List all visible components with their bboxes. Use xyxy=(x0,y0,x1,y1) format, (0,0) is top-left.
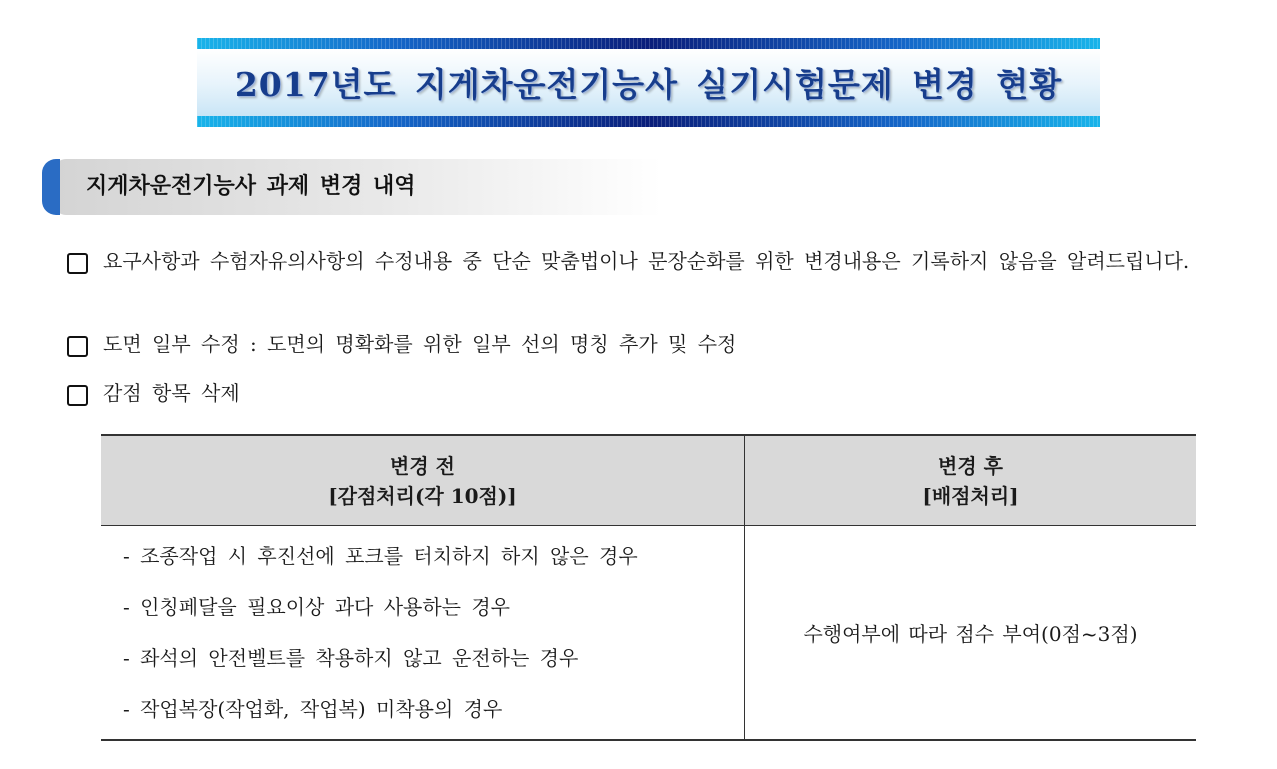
section-header xyxy=(42,159,662,215)
checkbox-icon xyxy=(67,253,88,274)
title-box xyxy=(197,49,1100,116)
checkbox-icon xyxy=(67,336,88,357)
section-header-tab xyxy=(42,159,60,215)
header-before-subtitle: [감점처리(각 10점)] xyxy=(328,483,517,508)
page-title: 2017년도 지게차운전기능사 실기시험문제 변경 현황 xyxy=(234,65,1063,104)
bullet-text: 도면 일부 수정 : 도면의 명확화를 위한 일부 선의 명칭 추가 및 수정 xyxy=(103,332,737,356)
header-before xyxy=(101,436,744,525)
header-before-title: 변경 전 xyxy=(390,453,455,478)
banner-top-stripe xyxy=(197,38,1100,49)
bullet-item xyxy=(67,333,1257,365)
header-after-title: 변경 후 xyxy=(938,453,1003,478)
header-after-subtitle: [배점처리] xyxy=(922,483,1019,508)
list-item: - 좌석의 안전벨트를 착용하지 않고 운전하는 경우 xyxy=(123,646,579,670)
after-cell xyxy=(745,526,1196,739)
list-item: - 인칭페달을 필요이상 과다 사용하는 경우 xyxy=(123,595,510,619)
list-item: - 조종작업 시 후진선에 포크를 터치하지 하지 않은 경우 xyxy=(123,544,638,568)
checkbox-icon xyxy=(67,385,88,406)
list-item: - 작업복장(작업화, 작업복) 미착용의 경우 xyxy=(123,697,503,721)
banner-bottom-stripe xyxy=(197,116,1100,127)
after-text: 수행여부에 따라 점수 부여(0점~3점) xyxy=(803,622,1138,646)
bullet-text: 요구사항과 수험자유의사항의 수정내용 중 단순 맞춤법이나 문장순화를 위한 변경내용은 기록하지 않음을 알려드립니다. xyxy=(103,249,1190,273)
bullet-item xyxy=(67,250,1257,320)
bullet-item xyxy=(67,382,1257,414)
section-title: 지게차운전기능사 과제 변경 내역 xyxy=(86,174,416,199)
change-table xyxy=(101,434,1196,741)
header-after xyxy=(745,436,1196,525)
title-banner xyxy=(197,38,1100,127)
before-items-list xyxy=(123,540,638,744)
bullet-text: 감점 항목 삭제 xyxy=(103,381,240,405)
